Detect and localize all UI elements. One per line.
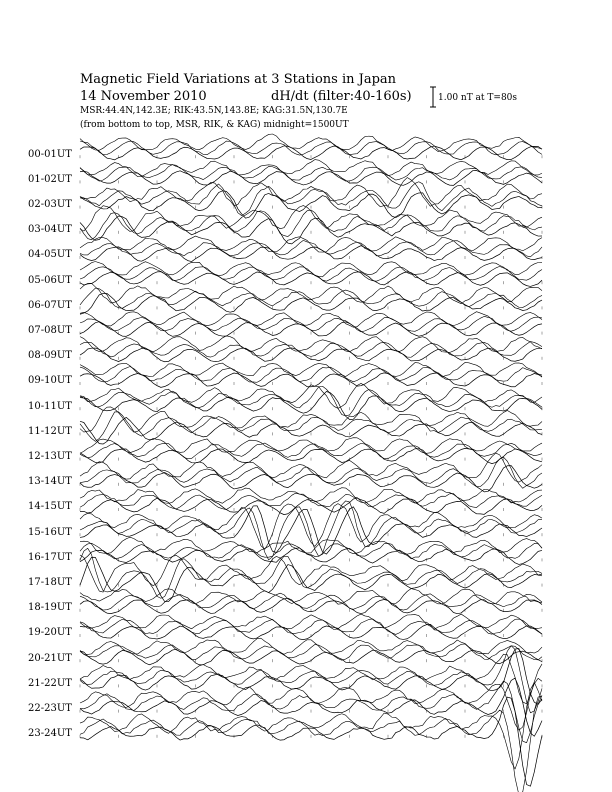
trace-rik-00-01ut bbox=[80, 141, 542, 155]
trace-msr-11-12ut bbox=[80, 417, 542, 444]
minute-ticks-21-22ut bbox=[80, 684, 542, 687]
minute-ticks-12-13ut bbox=[80, 458, 542, 461]
minute-ticks-02-03ut bbox=[80, 206, 542, 209]
hour-label-20-21ut: 20-21UT bbox=[28, 652, 72, 664]
trace-kag-09-10ut bbox=[80, 362, 542, 376]
hour-label-21-22ut: 21-22UT bbox=[28, 677, 72, 689]
scale-legend bbox=[430, 86, 570, 112]
hour-label-07-08ut: 07-08UT bbox=[28, 324, 72, 336]
hour-label-15-16ut: 15-16UT bbox=[28, 526, 72, 538]
hour-label-06-07ut: 06-07UT bbox=[28, 299, 72, 311]
magnetic-variation-plot bbox=[80, 140, 542, 780]
minute-ticks-00-01ut bbox=[80, 155, 542, 158]
hour-trace-group-02-03ut bbox=[80, 178, 542, 219]
chart-filter: dH/dt (filter:40-160s) bbox=[271, 89, 412, 104]
trace-rik-08-09ut bbox=[80, 342, 542, 358]
minute-ticks-07-08ut bbox=[80, 332, 542, 335]
trace-kag-11-12ut bbox=[80, 407, 542, 432]
hour-label-02-03ut: 02-03UT bbox=[28, 198, 72, 210]
trace-msr-12-13ut bbox=[80, 448, 542, 463]
hour-label-13-14ut: 13-14UT bbox=[28, 476, 72, 488]
minute-ticks-03-04ut bbox=[80, 231, 542, 234]
hour-label-23-24ut: 23-24UT bbox=[28, 728, 72, 740]
hour-label-04-05ut: 04-05UT bbox=[28, 249, 72, 261]
trace-rik-04-05ut bbox=[80, 240, 542, 256]
trace-kag-23-24ut bbox=[80, 682, 542, 769]
hour-label-17-18ut: 17-18UT bbox=[28, 576, 72, 588]
hour-label-03-04ut: 03-04UT bbox=[28, 224, 72, 236]
minute-ticks-22-23ut bbox=[80, 710, 542, 713]
hour-label-09-10ut: 09-10UT bbox=[28, 375, 72, 387]
chart-title: Magnetic Field Variations at 3 Stations in Japan bbox=[80, 72, 397, 87]
hour-label-00-01ut: 00-01UT bbox=[28, 148, 72, 160]
trace-msr-15-16ut bbox=[80, 506, 542, 554]
trace-msr-06-07ut bbox=[80, 293, 542, 314]
trace-rik-19-20ut bbox=[80, 619, 542, 635]
trace-kag-18-19ut bbox=[80, 589, 542, 605]
trace-kag-19-20ut bbox=[80, 614, 542, 630]
trace-kag-08-09ut bbox=[80, 336, 542, 353]
minute-ticks-14-15ut bbox=[80, 508, 542, 511]
hour-trace-group-11-12ut bbox=[80, 407, 542, 444]
trace-kag-05-06ut bbox=[80, 262, 542, 277]
trace-rik-10-11ut bbox=[80, 386, 542, 416]
trace-msr-17-18ut bbox=[80, 557, 542, 601]
trace-rik-18-19ut bbox=[80, 593, 542, 610]
trace-kag-00-01ut bbox=[80, 134, 542, 152]
trace-rik-06-07ut bbox=[80, 288, 542, 308]
hour-label-11-12ut: 11-12UT bbox=[28, 425, 72, 437]
scale-label: 1.00 nT at T=80s bbox=[438, 93, 518, 103]
minute-ticks-20-21ut bbox=[80, 659, 542, 662]
hour-label-14-15ut: 14-15UT bbox=[28, 501, 72, 513]
minute-ticks-23-24ut bbox=[80, 735, 542, 738]
trace-rik-11-12ut bbox=[80, 412, 542, 442]
trace-msr-04-05ut bbox=[80, 246, 542, 262]
trace-kag-16-17ut bbox=[80, 537, 542, 554]
trace-rik-20-21ut bbox=[80, 644, 542, 660]
hour-label-01-02ut: 01-02UT bbox=[28, 173, 72, 185]
station-coordinates: MSR:44.4N,142.3E; RIK:43.5N,143.8E; KAG:31.5N,130.7E bbox=[80, 106, 348, 116]
hour-labels bbox=[28, 144, 80, 754]
hour-label-12-13ut: 12-13UT bbox=[28, 450, 72, 462]
chart-date: 14 November 2010 bbox=[80, 89, 207, 104]
trace-rik-01-02ut bbox=[80, 165, 542, 182]
scale-bar-icon bbox=[430, 86, 436, 108]
station-order-note: (from bottom to top, MSR, RIK, & KAG) midnight=1500UT bbox=[80, 120, 349, 130]
trace-msr-19-20ut bbox=[80, 624, 542, 639]
hour-trace-group-06-07ut bbox=[80, 283, 542, 314]
trace-kag-07-08ut bbox=[80, 312, 542, 328]
trace-msr-14-15ut bbox=[80, 498, 542, 515]
trace-kag-13-14ut bbox=[80, 453, 542, 482]
minute-ticks-18-19ut bbox=[80, 609, 542, 612]
hour-trace-group-03-04ut bbox=[80, 206, 542, 244]
trace-msr-03-04ut bbox=[80, 216, 542, 244]
hour-label-22-23ut: 22-23UT bbox=[28, 702, 72, 714]
minute-ticks-17-18ut bbox=[80, 584, 542, 587]
hour-label-08-09ut: 08-09UT bbox=[28, 350, 72, 362]
hour-label-19-20ut: 19-20UT bbox=[28, 627, 72, 639]
trace-kag-04-05ut bbox=[80, 236, 542, 252]
hour-label-18-19ut: 18-19UT bbox=[28, 602, 72, 614]
hour-label-05-06ut: 05-06UT bbox=[28, 274, 72, 286]
hour-trace-group-10-11ut bbox=[80, 383, 542, 419]
hour-label-10-11ut: 10-11UT bbox=[28, 400, 72, 412]
minute-ticks-15-16ut bbox=[80, 533, 542, 536]
minute-ticks-11-12ut bbox=[80, 432, 542, 435]
trace-rik-14-15ut bbox=[80, 493, 542, 509]
trace-rik-03-04ut bbox=[80, 210, 542, 240]
trace-kag-20-21ut bbox=[80, 638, 542, 654]
trace-kag-03-04ut bbox=[80, 206, 542, 232]
minute-ticks-19-20ut bbox=[80, 634, 542, 637]
hour-label-16-17ut: 16-17UT bbox=[28, 551, 72, 563]
